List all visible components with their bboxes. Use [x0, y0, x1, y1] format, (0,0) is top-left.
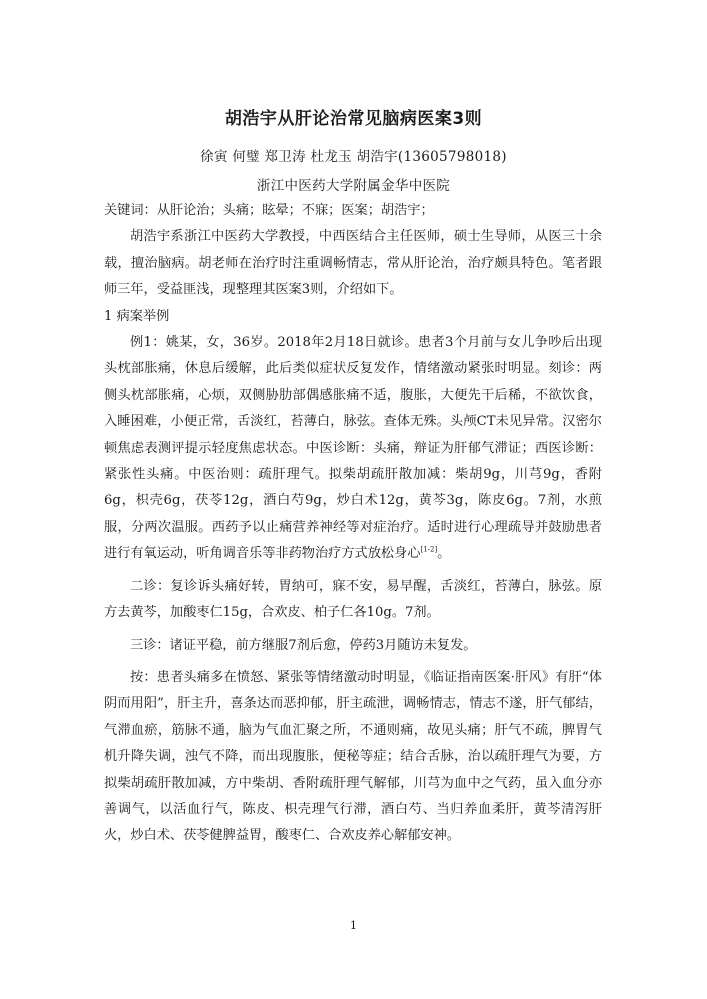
second-visit-paragraph: 二诊：复诊诉头痛好转，胃纳可，寐不安，易早醒，舌淡红，苔薄白，脉弦。原方去黄芩，加酸枣仁15g，合欢皮、柏子仁各10g。7剂。 — [104, 578, 602, 621]
commentary-paragraph: 按：患者头痛多在愤怒、紧张等情绪激动时明显，《临证指南医案·肝风》有肝“体阴而用阳”，肝主升，喜条达而恶抑郁，肝主疏泄，调畅情志，情志不遂，肝气郁结，气滞血瘀，筋脉不通，脑为气血汇聚之所，不通则痛，故见头痛；肝气不疏，脾胃气机升降失调，浊气不降，而出现腹胀，便秘等症；结合舌脉，治以疏肝理气为要，方拟柴胡疏肝散加减，方中柴胡、香附疏肝理气解郁，川芎为血中之气药，虽入血分亦善调气，以活血行气，陈皮、枳壳理气行滞，酒白芍、当归养血柔肝，黄芩清泻肝火，炒白术、茯苓健脾益胃，酸枣仁、合欢皮养心解郁安神。 — [104, 669, 602, 844]
article-body — [104, 198, 602, 850]
affiliation: 浙江中医药大学附属金华中医院 — [256, 178, 451, 194]
author-list: 徐寅 何璧 郑卫涛 杜龙玉 胡浩宇(13605798018) — [200, 149, 507, 165]
citation-ref: [1-2] — [420, 545, 438, 554]
page-number: 1 — [350, 919, 357, 932]
case-1-paragraph — [104, 330, 602, 568]
case-1-end: 。 — [437, 546, 451, 562]
third-visit-paragraph: 三诊：诸证平稳，前方继服7剂后愈，停药3月随访未复发。 — [130, 637, 477, 653]
intro-paragraph: 胡浩宇系浙江中医药大学教授，中西医结合主任医师，硕士生导师，从医三十余载，擅治脑病。胡老师在治疗时注重调畅情志，常从肝论治，治疗颇具特色。笔者跟师三年，受益匪浅，现整理其医案3则，介绍如下。 — [104, 229, 602, 298]
keywords-line: 关键词：从肝论治；头痛；眩晕；不寐；医案；胡浩宇； — [104, 203, 434, 218]
article-title: 胡浩宇从肝论治常见脑病医案3则 — [224, 109, 483, 129]
section-heading: 1 病案举例 — [104, 308, 170, 324]
case-1-text: 例1：姚某，女，36岁。2018年2月18日就诊。患者3个月前与女儿争吵后出现头枕部胀痛，休息后缓解，此后类似症状反复发作，情绪激动紧张时明显。刻诊：两侧头枕部胀痛，心烦，双侧胁肋部偶感胀痛不适，腹胀，大便先干后稀，不欲饮食，入睡困难，小便正常，舌淡红，苔薄白，脉弦。查体无殊。头颅CT未见异常。汉密尔顿焦虑表测评提示轻度焦虑状态。中医诊断：头痛，辩证为肝郁气滞证；西医诊断：紧张性头痛。中医治则：疏肝理气。拟柴胡疏肝散加减：柴胡9g，川芎9g，香附6g，枳壳6g，茯苓12g，酒白芍9g，炒白术12g，黄芩3g，陈皮6g。7剂，水煎服，分两次温服。西药予以止痛营养神经等对症治疗。适时进行心理疏导并鼓励患者进行有氧运动，听角调音乐等非药物治疗方式放松身心 — [104, 335, 602, 562]
